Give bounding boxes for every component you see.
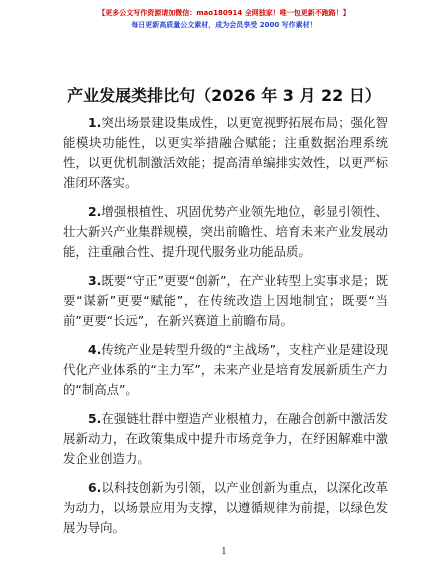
paragraph-text: 增强根植性、巩固优势产业领先地位，彰显引领性、壮大新兴产业集群规模，突出前瞻性、培育未来产业发展动能，注重融合性、提升现代服务业功能品质。 (63, 204, 388, 259)
paragraph-5 (63, 409, 388, 469)
paragraph-6 (63, 478, 388, 538)
paragraph-number: 5. (88, 411, 102, 426)
page-number: 1 (221, 547, 227, 557)
paragraph-number: 4. (88, 342, 102, 357)
paragraph-number: 2. (88, 204, 102, 219)
paragraph-3 (63, 271, 388, 331)
promo-banner (0, 7, 448, 31)
paragraph-2 (63, 202, 388, 262)
paragraph-number: 1. (88, 115, 102, 130)
paragraph-text: 突出场景建设集成性，以更宽视野拓展布局；强化智能模块功能性，以更实举措融合赋能；注重数据治理系统性，以更优机制激活效能；提高清单编排实效性，以更严标准闭环落实。 (63, 115, 388, 190)
document-body (63, 113, 388, 547)
document-title: 产业发展类排比句（2026 年 3 月 22 日） (67, 86, 381, 105)
promo-line-2: 每日更新高质量公文素材，成为会员享受 2000 写作素材！ (131, 21, 317, 29)
paragraph-text: 传统产业是转型升级的“主战场”，支柱产业是建设现代化产业体系的“主力军”，未来产业是培育发展新质生产力的“制高点”。 (63, 342, 388, 397)
paragraph-text: 既要“守正”更要“创新”，在产业转型上实事求是；既要“谋新”更要“赋能”，在传统改造上因地制宜；既要“当前”更要“长远”，在新兴赛道上前瞻布局。 (63, 273, 388, 328)
paragraph-number: 6. (88, 480, 102, 495)
paragraph-1 (63, 113, 388, 193)
paragraph-text: 在强链壮群中塑造产业根植力，在融合创新中激活发展新动力，在政策集成中提升市场竞争力，在纾困解难中激发企业创造力。 (63, 411, 388, 466)
promo-line-1: 【更多公文写作资源请加微信：mao180914 全网独家！唯一包更新不跑路！】 (98, 9, 350, 17)
paragraph-number: 3. (88, 273, 102, 288)
paragraph-text: 以科技创新为引领，以产业创新为重点，以深化改革为动力，以场景应用为支撑，以遵循规律为前提，以绿色发展为导向。 (63, 480, 388, 535)
paragraph-4 (63, 340, 388, 400)
